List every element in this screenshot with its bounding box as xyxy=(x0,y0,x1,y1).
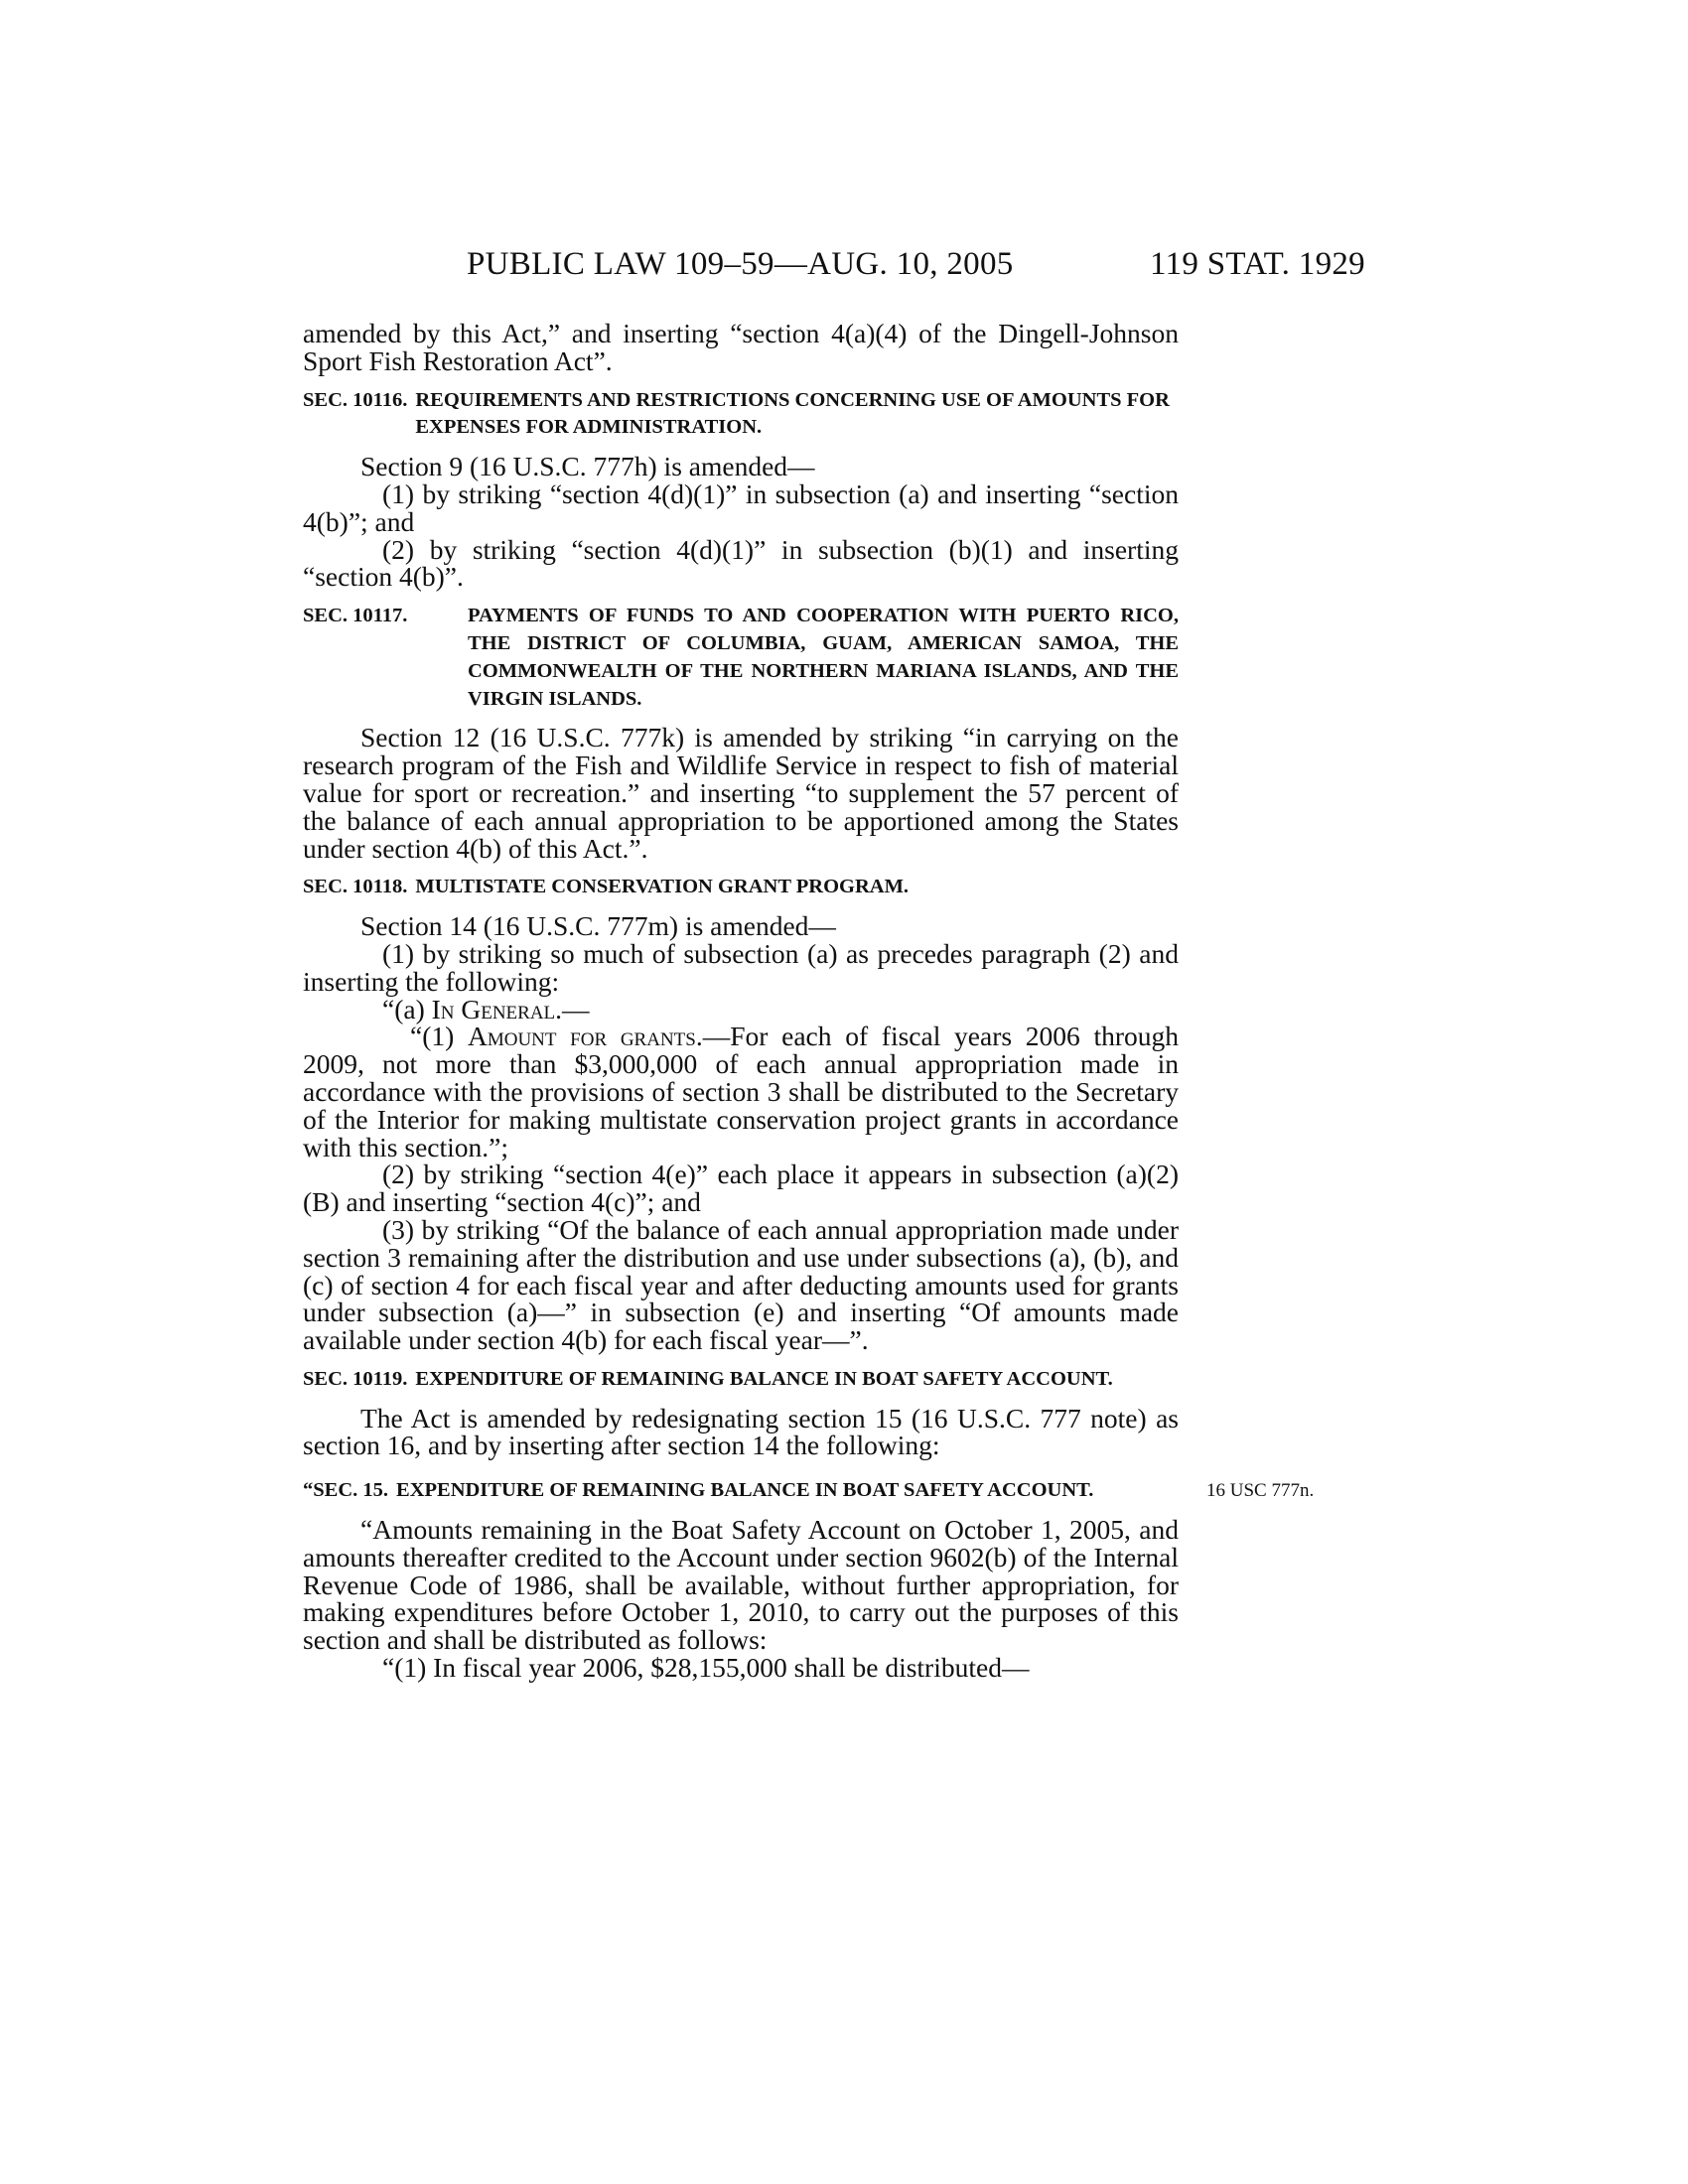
page-number: 119 STAT. 1929 xyxy=(1150,246,1365,282)
text-run: .—For each of fiscal years 2006 through 2009, not more than $3,000,000 of each annual appropriation made in accordance with the provisions of section 3 shall be distributed to the Secretary of the Interior for making multistate conservation project grants in accordance with this section.”; xyxy=(303,1021,1179,1162)
paragraph: (1) by striking so much of subsection (a) as precedes paragraph (2) and inserting the following: xyxy=(303,937,1179,997)
paragraph: Section 12 (16 U.S.C. 777k) is amended by striking “in carrying on the research program of the Fish and Wildlife Service in respect to fish of material value for sport or recreation.” and inserting “to supplement the 57 percent of the balance of each annual appropriation to be apportioned among the States under section 4(b) of this Act.”. xyxy=(303,722,1179,864)
section-heading-10118 xyxy=(303,874,1179,901)
paragraph: (2) by striking “section 4(e)” each place it appears in subsection (a)(2)(B) and inserting “section 4(c)”; and xyxy=(303,1159,1179,1218)
section-heading-10116 xyxy=(303,387,1179,443)
text-run: “(a) xyxy=(382,993,432,1024)
section-number: “SEC. 15. xyxy=(303,1479,389,1502)
paragraph xyxy=(303,1023,1179,1160)
paragraph: Section 9 (16 U.S.C. 777h) is amended— xyxy=(360,451,815,482)
paragraph: (2) by striking “section 4(d)(1)” in subsection (b)(1) and inserting “section 4(b)”. xyxy=(303,533,1179,593)
small-caps-run: Amount for grants xyxy=(467,1021,696,1052)
section-title: EXPENDITURE OF REMAINING BALANCE IN BOAT SAFETY ACCOUNT. xyxy=(396,1479,1094,1502)
paragraph: “(1) In fiscal year 2006, $28,155,000 shall be distributed— xyxy=(382,1652,1030,1684)
section-title: EXPENDITURE OF REMAINING BALANCE IN BOAT SAFETY ACCOUNT. xyxy=(415,1367,1113,1390)
margin-note: 16 USC 777n. xyxy=(1206,1480,1315,1502)
paragraph: (3) by striking “Of the balance of each annual appropriation made under section 3 remaining after the distribution and use under subsections (a), (b), and (c) of section 4 for each fiscal year and after deducting amounts used for grants under subsection (a)—” in subsection (e) and inserting “Of amounts made available under section 4(b) for each fiscal year—”. xyxy=(303,1213,1179,1356)
section-heading-10117 xyxy=(303,603,1179,713)
paragraph: Section 14 (16 U.S.C. 777m) is amended— xyxy=(360,910,836,942)
section-number: SEC. 10119. xyxy=(303,1367,408,1390)
section-heading-10119 xyxy=(303,1366,1179,1394)
paragraph: The Act is amended by redesignating section 15 (16 U.S.C. 777 note) as section 16, and by inserting after section 14 the following: xyxy=(303,1402,1179,1461)
section-number: SEC. 10118. xyxy=(303,876,408,898)
section-number: SEC. 10116. xyxy=(303,388,408,411)
paragraph xyxy=(303,993,1179,1024)
section-heading-15 xyxy=(303,1477,1315,1505)
intro-paragraph: amended by this Act,” and inserting “section 4(a)(4) of the Dingell-Johnson Sport Fish Restoration Act”. xyxy=(303,318,1179,376)
section-title: REQUIREMENTS AND RESTRICTIONS CONCERNING USE OF AMOUNTS FOR EXPENSES FOR ADMINISTRATION. xyxy=(415,388,1170,439)
text-run: “(1) xyxy=(410,1021,468,1052)
paragraph: (1) by striking “section 4(d)(1)” in subsection (a) and inserting “section 4(b)”; and xyxy=(303,478,1179,537)
text-run: .— xyxy=(555,993,590,1024)
small-caps-run: In General xyxy=(431,993,556,1024)
document-body xyxy=(303,318,1315,1684)
section-title: MULTISTATE CONSERVATION GRANT PROGRAM. xyxy=(415,876,910,898)
section-number: SEC. 10117. xyxy=(303,605,408,627)
section-title: PAYMENTS OF FUNDS TO AND COOPERATION WITH PUERTO RICO, THE DISTRICT OF COLUMBIA, GUAM, AMERICAN SAMOA, THE COMMONWEALTH OF THE NORTHERN MARIANA ISLANDS, AND THE VIRGIN ISLANDS. xyxy=(468,605,1179,710)
running-head: PUBLIC LAW 109–59—AUG. 10, 2005 xyxy=(467,246,1014,282)
paragraph: “Amounts remaining in the Boat Safety Account on October 1, 2005, and amounts thereafter credited to the Account under section 9602(b) of the Internal Revenue Code of 1986, shall be available, without further appropriation, for making expenditures before October 1, 2010, to carry out the purposes of this section and shall be distributed as follows: xyxy=(303,1514,1179,1656)
